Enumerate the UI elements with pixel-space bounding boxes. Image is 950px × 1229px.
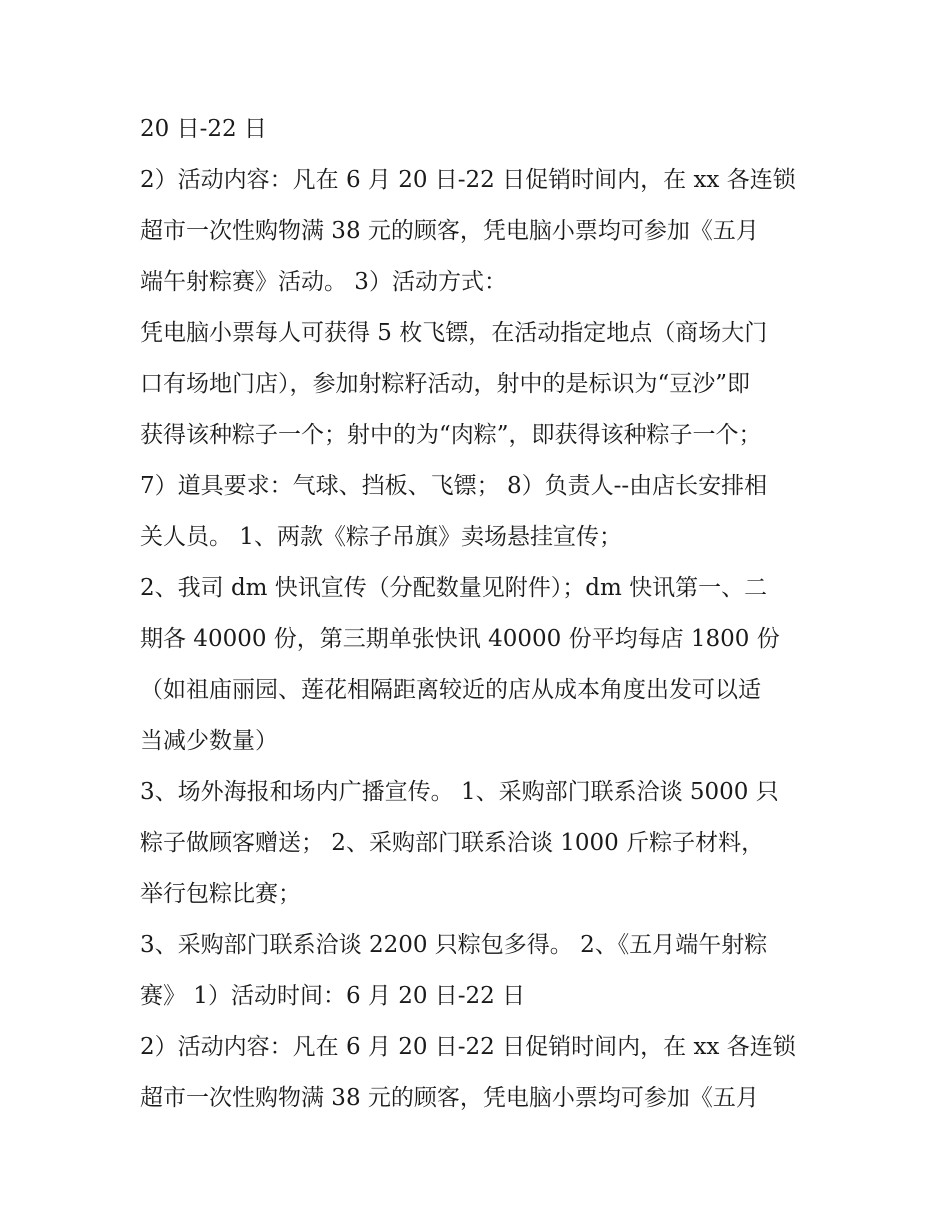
text-line: 3、采购部门联系洽谈 2200 只粽包多得。 2、《五月端午射粽 [140,932,768,958]
text-line: 粽子做顾客赠送； 2、采购部门联系洽谈 1000 斤粽子材料， [140,830,765,856]
text-line: 2）活动内容：凡在 6 月 20 日-22 日促销时间内，在 xx 各连锁 [140,167,796,193]
text-line: 当减少数量） [140,728,278,754]
text-line: 获得该种粽子一个；射中的为“肉粽”，即获得该种粽子一个； [140,422,762,448]
text-line: （如祖庙丽园、莲花相隔距离较近的店从成本角度出发可以适 [140,677,761,703]
text-line: 20 日-22 日 [140,116,267,142]
text-line: 关人员。 1、两款《粽子吊旗》卖场悬挂宣传； [140,524,622,550]
text-line: 7）道具要求：气球、挡板、飞镖； 8）负责人--由店长安排相 [140,473,768,499]
text-line: 举行包粽比赛； [140,881,301,907]
text-line: 凭电脑小票每人可获得 5 枚飞镖，在活动指定地点（商场大门 [140,320,768,346]
text-line: 端午射粽赛》活动。 3）活动方式： [140,269,507,295]
text-line: 赛》 1）活动时间：6 月 20 日-22 日 [140,983,526,1009]
text-line: 2）活动内容：凡在 6 月 20 日-22 日促销时间内，在 xx 各连锁 [140,1034,796,1060]
text-line: 3、场外海报和场内广播宣传。 1、采购部门联系洽谈 5000 只 [140,779,779,805]
text-line: 超市一次性购物满 38 元的顾客，凭电脑小票均可参加《五月 [140,1085,759,1111]
document-body [140,104,820,1124]
text-line: 2、我司 dm 快讯宣传（分配数量见附件）；dm 快讯第一、二 [140,575,768,601]
text-line: 超市一次性购物满 38 元的顾客，凭电脑小票均可参加《五月 [140,218,759,244]
text-line: 期各 40000 份，第三期单张快讯 40000 份平均每店 1800 份 [140,626,780,652]
text-line: 口有场地门店），参加射粽籽活动，射中的是标识为“豆沙”即 [140,371,751,397]
